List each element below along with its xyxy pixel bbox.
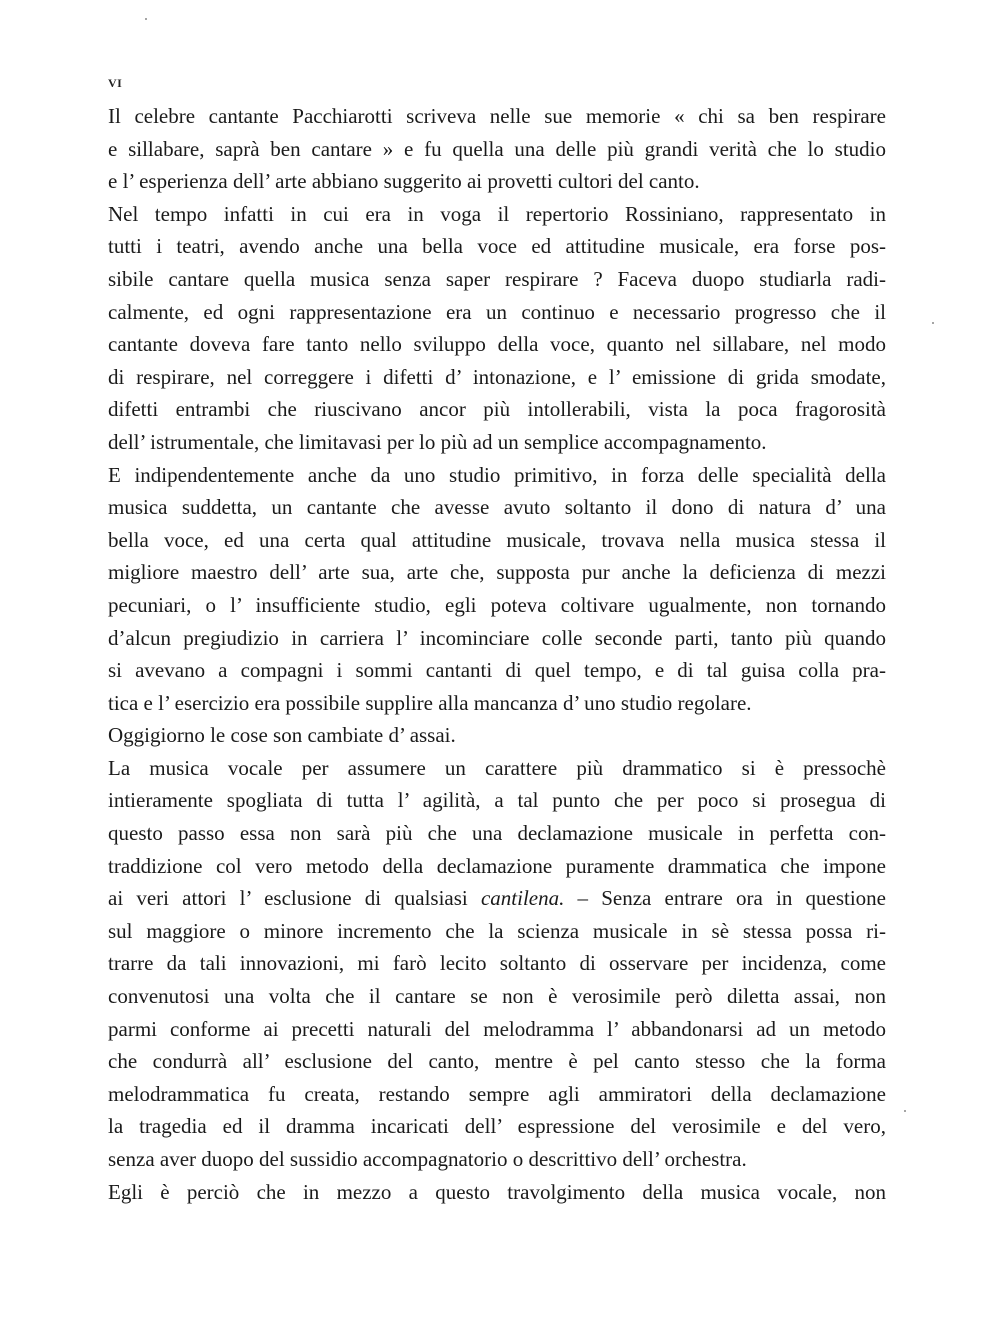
page-number: VI: [108, 76, 123, 90]
text-line: Il celebre cantante Pacchiarotti scriveva nelle sue memorie « chi sa ben respirare: [108, 104, 886, 128]
text-line: d’alcun pregiudizio in carriera l’ incominciare colle seconde parti, tanto più quando: [108, 625, 886, 650]
text-line: sibile cantare quella musica senza saper respirare ? Faceva duopo studiarla radi-: [108, 266, 886, 291]
text-line: bella voce, ed una certa qual attitudine musicale, trovava nella musica stessa il: [108, 527, 886, 552]
text-line: sul maggiore o minore incremento che la scienza musicale in sè stessa possa ri-: [108, 918, 886, 943]
paragraph-4: [108, 719, 886, 752]
text-line: e sillabare, saprà ben cantare » e fu quella una delle più grandi verità che lo studio: [108, 136, 886, 161]
text-line: musica suddetta, un cantante che avesse avuto soltanto il dono di natura d’ una: [108, 495, 886, 520]
text-line: difetti entrambi che riuscivano ancor più intollerabili, vista la poca fragorosità: [108, 397, 886, 422]
paragraph-2: [108, 198, 886, 459]
text-line: si avevano a compagni i sommi cantanti di quel tempo, e di tal guisa colla pra-: [108, 658, 886, 683]
body-text: [108, 100, 886, 1208]
text-line: Egli è perciò che in mezzo a questo travolgimento della musica vocale, non: [108, 1179, 886, 1204]
text-line: senza aver duopo del sussidio accompagnatorio o descrittivo dell’ orchestra.: [108, 1147, 747, 1171]
text-line: dell’ istrumentale, che limitavasi per lo più ad un semplice accompagnamento.: [108, 429, 767, 454]
scan-speck: [932, 322, 934, 324]
text-line: e l’ esperienza dell’ arte abbiano suggerito ai provetti cultori del canto.: [108, 169, 700, 194]
text-line-with-italic: [108, 882, 886, 915]
italic-word: cantilena.: [480, 886, 565, 911]
text-line: calmente, ed ogni rappresentazione era un continuo e necessario progresso che il: [108, 299, 886, 324]
text-line: intieramente spogliata di tutta l’ agilità, a tal punto che per poco si prosegua di: [108, 788, 886, 813]
text-fragment: – Senza entrare ora in questione: [564, 886, 886, 911]
text-line: pecuniari, o l’ insufficiente studio, egli poteva coltivare ugualmente, non tornando: [108, 592, 886, 617]
text-line: questo passo essa non sarà più che una declamazione musicale in perfetta con-: [108, 821, 886, 846]
text-line: melodrammatica fu creata, restando sempre agli ammiratori della declamazione: [108, 1081, 886, 1106]
paragraph-3: [108, 459, 886, 720]
text-line: traddizione col vero metodo della declamazione puramente drammatica che impone: [108, 853, 886, 878]
text-line: tutti i teatri, avendo anche una bella voce ed attitudine musicale, era forse pos-: [108, 234, 886, 259]
text-line: migliore maestro dell’ arte sua, arte che, supposta pur anche la deficienza di mezzi: [108, 560, 886, 585]
text-line: E indipendentemente anche da uno studio primitivo, in forza delle specialità della: [108, 462, 886, 487]
text-line: la tragedia ed il dramma incaricati dell’ espressione del verosimile e del vero,: [108, 1114, 886, 1139]
text-line: tica e l’ esercizio era possibile supplire alla mancanza d’ uno studio regolare.: [108, 690, 752, 715]
text-line: parmi conforme ai precetti naturali del melodramma l’ abbandonarsi ad un metodo: [108, 1016, 886, 1041]
text-line: di respirare, nel correggere i difetti d’ intonazione, e l’ emissione di grida smodate,: [108, 364, 886, 389]
text-line: trarre da tali innovazioni, mi farò lecito soltanto di osservare per incidenza, come: [108, 951, 886, 976]
text-line: La musica vocale per assumere un carattere più drammatico si è pressochè: [108, 755, 886, 780]
text-line: che condurrà all’ esclusione del canto, mentre è pel canto stesso che la forma: [108, 1049, 886, 1074]
paragraph-6: [108, 1176, 886, 1209]
text-line: Oggigiorno le cose son cambiate d’ assai.: [108, 723, 456, 748]
scan-speck: [904, 1110, 906, 1112]
paragraph-1: [108, 100, 886, 198]
text-line: Nel tempo infatti in cui era in voga il repertorio Rossiniano, rappresentato in: [108, 201, 886, 226]
text-line: convenutosi una volta che il cantare se non è verosimile però diletta assai, non: [108, 984, 886, 1009]
paragraph-5: [108, 752, 886, 1176]
text-fragment: ai veri attori l’ esclusione di qualsiasi: [108, 886, 468, 911]
scan-speck: [145, 18, 147, 20]
text-line: cantante doveva fare tanto nello sviluppo della voce, quanto nel sillabare, nel modo: [108, 332, 886, 357]
